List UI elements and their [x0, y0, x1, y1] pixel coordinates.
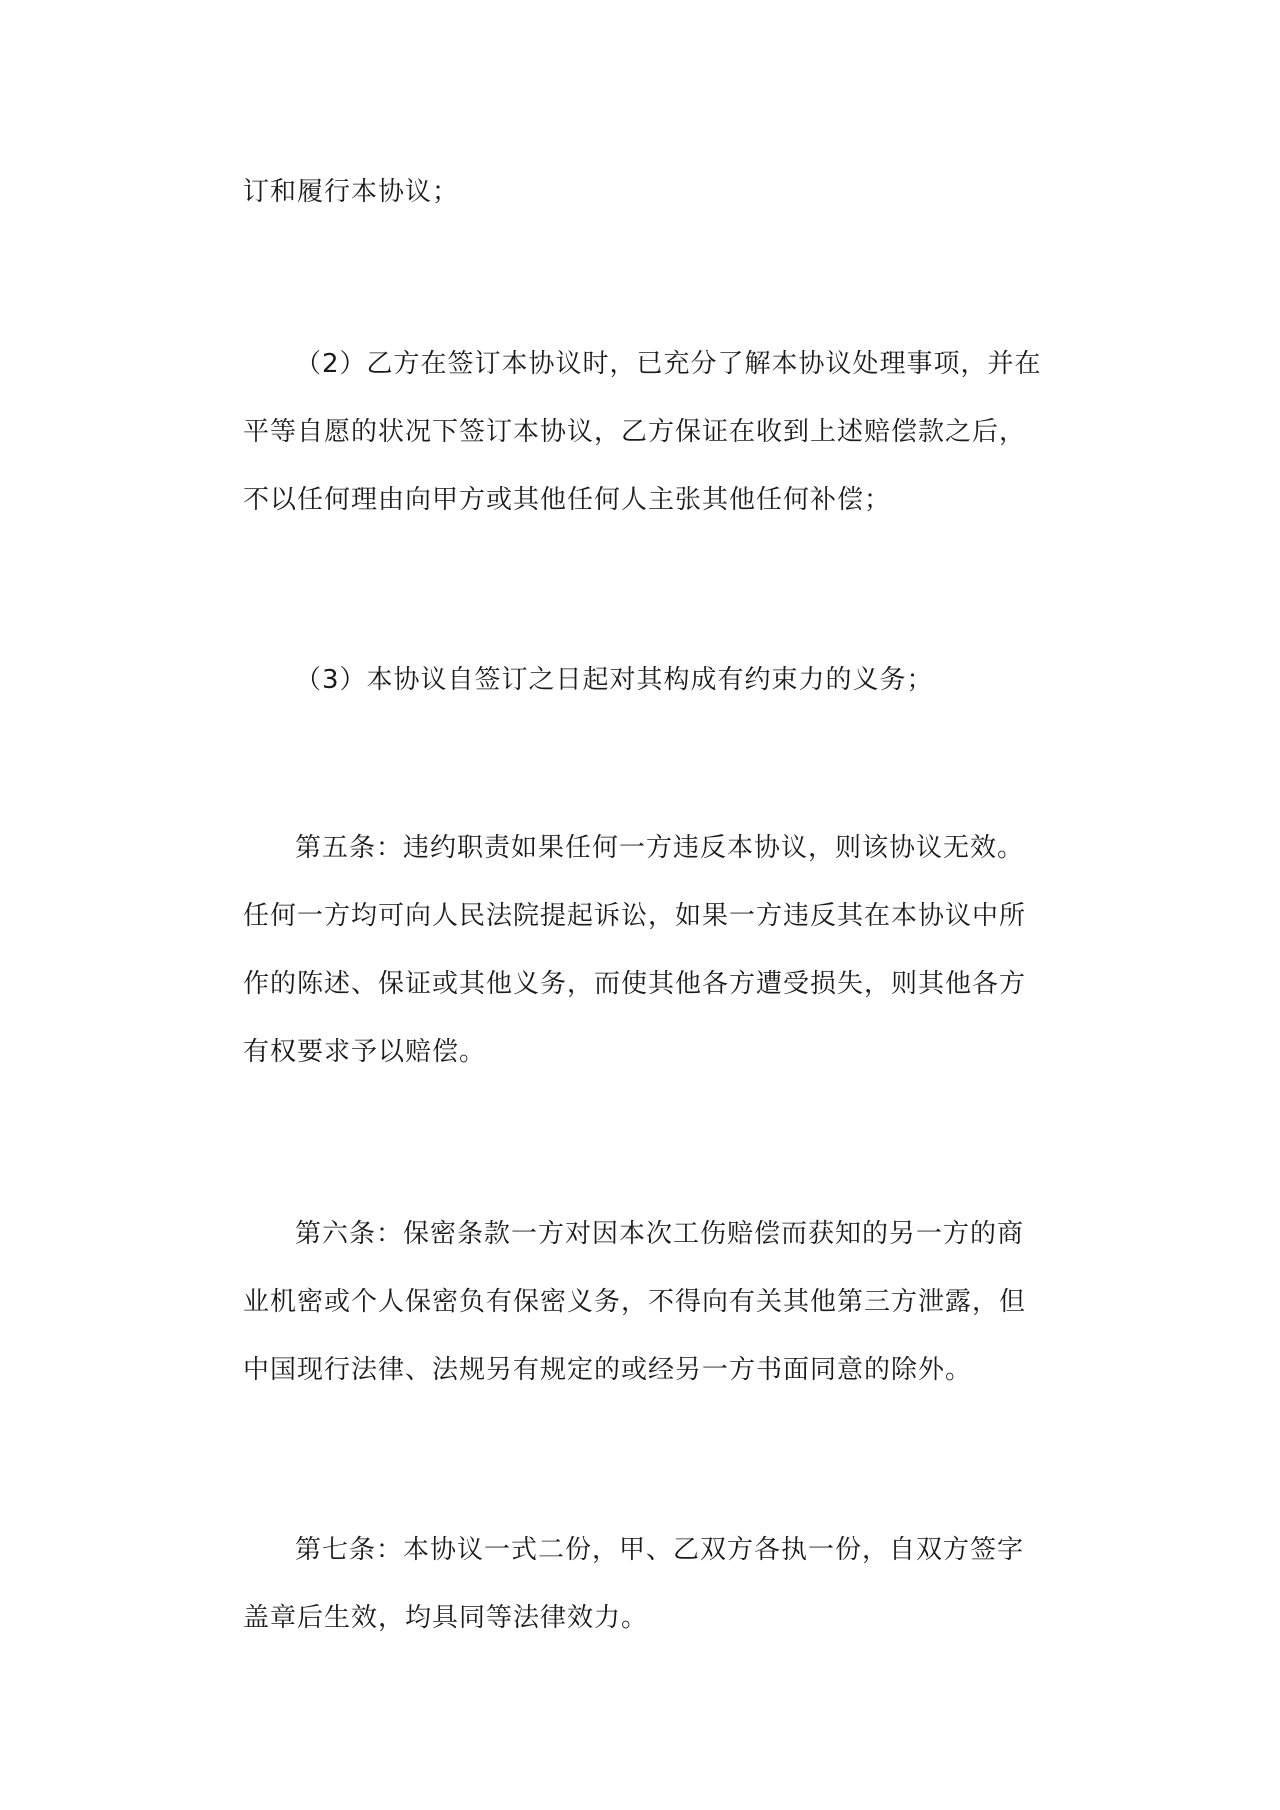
- paragraph-clause-2: （2）乙方在签订本协议时，已充分了解本协议处理事项，并在平等自愿的状况下签订本协议，乙方保证在收到上述赔偿款之后，不以任何理由向甲方或其他任何人主张其他任何补偿；: [243, 349, 1042, 515]
- paragraph-article-6: 第六条：保密条款一方对因本次工伤赔偿而获知的另一方的商业机密或个人保密负有保密义务，不得向有关其他第三方泄露，但中国现行法律、法规另有规定的或经另一方书面同意的除外。: [243, 1219, 1027, 1385]
- paragraph-article-5: 第五条：违约职责如果任何一方违反本协议，则该协议无效。任何一方均可向人民法院提起诉讼，如果一方违反其在本协议中所作的陈述、保证或其他义务，而使其他各方遭受损失，则其他各方有权要求予以赔偿。: [243, 833, 1027, 1067]
- paragraph-clause-3: （3）本协议自签订之日起对其构成有约束力的义务；: [295, 665, 934, 695]
- document-body: [243, 158, 1043, 1652]
- paragraph-continuation: 订和履行本协议；: [243, 177, 460, 207]
- paragraph-article-7: 第七条：本协议一式二份，甲、乙双方各执一份，自双方签字盖章后生效，均具同等法律效力。: [243, 1535, 1025, 1633]
